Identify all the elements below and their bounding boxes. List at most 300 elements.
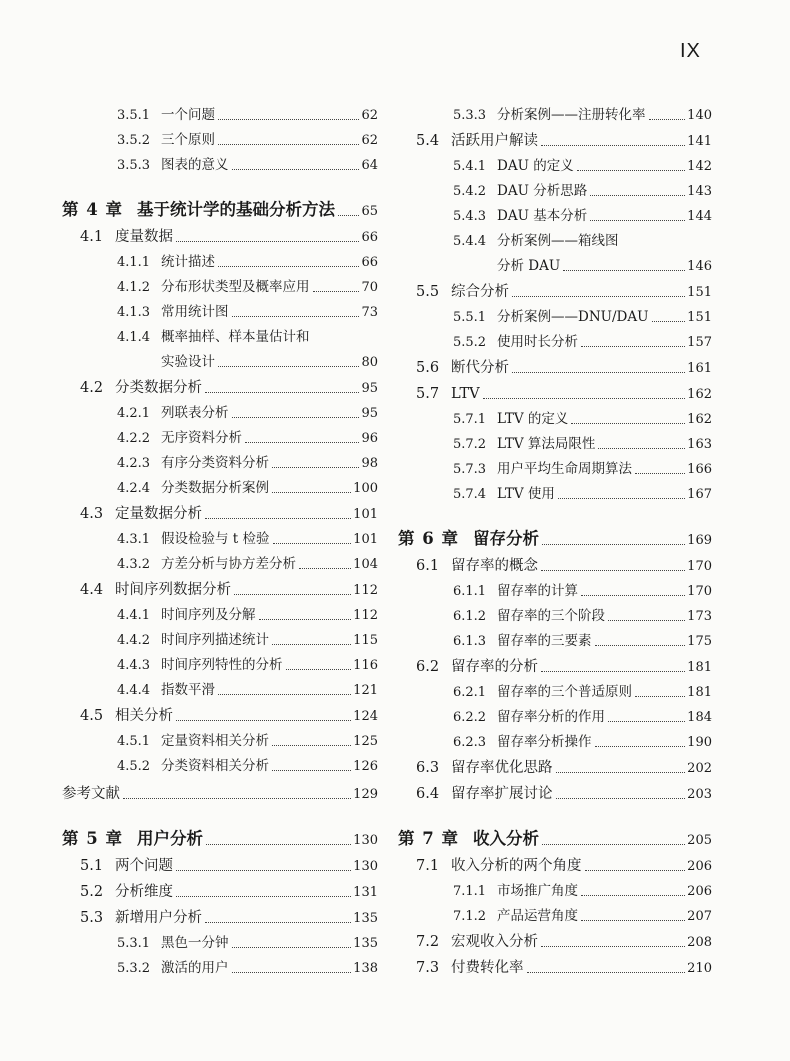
toc-entry-number: 6.1 — [416, 557, 440, 574]
toc-entry — [398, 248, 712, 273]
toc-entry-page: 101 — [353, 532, 378, 547]
toc-entry-page: 151 — [687, 285, 712, 300]
toc-entry-number: 6.3 — [416, 759, 440, 776]
toc-dot-leader — [313, 290, 360, 292]
toc-left-column — [62, 97, 378, 975]
toc-entry-title: 分析 DAU — [497, 257, 561, 274]
toc-entry-number: 4.4.1 — [117, 608, 151, 623]
toc-dot-leader — [649, 118, 686, 120]
toc-entry-page: 208 — [687, 935, 712, 950]
toc-entry-page: 167 — [687, 487, 712, 502]
toc-dot-leader — [585, 869, 686, 871]
toc-entry-number: 5.1 — [80, 857, 104, 874]
toc-entry-number: 4.1.4 — [117, 330, 151, 345]
toc-entry — [62, 723, 378, 748]
toc-entry-title: 使用时长分析 — [497, 333, 578, 350]
toc-entry-page: 173 — [687, 609, 712, 624]
toc-entry — [398, 573, 712, 598]
toc-entry-title: 时间序列特性的分析 — [161, 656, 283, 673]
toc-entry-title: 市场推广角度 — [497, 882, 578, 899]
toc-entry-page: 190 — [687, 735, 712, 750]
toc-entry-page: 125 — [353, 734, 378, 749]
toc-entry — [62, 495, 378, 521]
toc-entry-number: 5.7.4 — [453, 487, 487, 502]
toc-entry — [62, 647, 378, 672]
toc-entry-number: 4.4.2 — [117, 633, 151, 648]
toc-entry — [398, 847, 712, 873]
toc-dot-leader — [527, 971, 686, 973]
toc-entry-title: 三个原则 — [161, 131, 215, 148]
toc-entry-page: 142 — [687, 159, 712, 174]
toc-entry-number: 6.4 — [416, 785, 440, 802]
toc-entry — [398, 198, 712, 223]
toc-right-column — [398, 97, 712, 975]
toc-dot-leader — [512, 295, 685, 297]
toc-entry-title: 实验设计 — [161, 353, 215, 370]
toc-dot-leader — [541, 569, 685, 571]
toc-entry-title: LTV 使用 — [497, 485, 555, 502]
toc-entry-number: 4.1.3 — [117, 305, 151, 320]
toc-dot-leader — [176, 895, 351, 897]
toc-entry-title: 度量数据 — [115, 228, 173, 245]
toc-entry-number: 7.1.2 — [453, 909, 487, 924]
toc-entry-page: 206 — [687, 884, 712, 899]
toc-entry-title: DAU 的定义 — [497, 157, 574, 174]
toc-entry-title: 黑色一分钟 — [161, 934, 229, 951]
toc-entry-number: 4.4.4 — [117, 683, 151, 698]
toc-entry-number: 3.5.2 — [117, 133, 151, 148]
toc-dot-leader — [232, 946, 352, 948]
toc-entry — [62, 269, 378, 294]
toc-entry — [398, 148, 712, 173]
toc-entry-number: 5.7.1 — [453, 412, 487, 427]
toc-entry-page: 126 — [353, 759, 378, 774]
toc-entry-number: 6.2.3 — [453, 735, 487, 750]
toc-entry-number: 4.2 — [80, 379, 104, 396]
toc-entry-page: 66 — [361, 230, 378, 245]
toc-dot-leader — [273, 542, 352, 544]
toc-entry — [398, 898, 712, 923]
toc-entry-number: 4.1.2 — [117, 280, 151, 295]
toc-entry-number: 7.3 — [416, 959, 440, 976]
toc-entry — [62, 470, 378, 495]
toc-entry-page: 184 — [687, 710, 712, 725]
toc-entry-page: 112 — [353, 583, 378, 598]
toc-entry — [398, 299, 712, 324]
toc-entry-title: 综合分析 — [451, 283, 509, 300]
toc-entry-title: 分析案例——DNU/DAU — [497, 308, 649, 325]
toc-entry — [398, 923, 712, 949]
toc-entry-title: 留存率分析的作用 — [497, 708, 605, 725]
toc-entry — [398, 949, 712, 975]
toc-entry-title: 留存率的三要素 — [497, 632, 592, 649]
toc-entry-number: 4.3 — [80, 505, 104, 522]
toc-entry-page: 203 — [687, 787, 712, 802]
toc-entry-number: 7.1.1 — [453, 884, 487, 899]
toc-entry — [62, 873, 378, 899]
toc-chapter-entry — [398, 501, 712, 547]
toc-dot-leader — [234, 593, 351, 595]
toc-entry-number: 4.5 — [80, 707, 104, 724]
toc-entry-number: 4.2.4 — [117, 481, 151, 496]
toc-dot-leader — [232, 168, 360, 170]
toc-entry — [62, 847, 378, 873]
toc-entry-page: 146 — [687, 259, 712, 274]
toc-dot-leader — [590, 194, 685, 196]
toc-entry — [62, 925, 378, 950]
toc-entry — [398, 426, 712, 451]
toc-entry-number: 5.7.3 — [453, 462, 487, 477]
toc-entry-page: 170 — [687, 584, 712, 599]
toc-entry — [398, 547, 712, 573]
toc-dot-leader — [338, 214, 359, 216]
toc-entry-page: 205 — [687, 833, 712, 848]
toc-entry-title: 时间序列及分解 — [161, 606, 256, 623]
toc-entry — [62, 244, 378, 269]
toc-entry-title: 活跃用户解读 — [451, 132, 538, 149]
toc-entry-title: 方差分析与协方差分析 — [161, 555, 296, 572]
toc-entry — [62, 147, 378, 172]
toc-entry-page: 131 — [353, 885, 378, 900]
toc-entry-number: 4.4 — [80, 581, 104, 598]
toc-dot-leader — [608, 619, 685, 621]
toc-entry-title: 分析案例——注册转化率 — [497, 106, 646, 123]
toc-entry-number: 3.5.1 — [117, 108, 151, 123]
toc-entry-page: 181 — [687, 660, 712, 675]
toc-entry — [62, 571, 378, 597]
toc-entry-page: 170 — [687, 559, 712, 574]
toc-entry-title: 新增用户分析 — [115, 909, 202, 926]
toc-entry — [398, 223, 712, 248]
toc-dot-leader — [595, 644, 686, 646]
toc-entry — [62, 294, 378, 319]
toc-entry-number: 5.4.4 — [453, 234, 487, 249]
toc-entry-page: 62 — [361, 133, 378, 148]
toc-entry-number: 5.3.2 — [117, 961, 151, 976]
toc-entry — [62, 445, 378, 470]
toc-entry — [62, 899, 378, 925]
toc-dot-leader — [541, 945, 685, 947]
toc-entry-page: 151 — [687, 310, 712, 325]
toc-entry-page: 181 — [687, 685, 712, 700]
toc-entry-title: 留存率的分析 — [451, 658, 538, 675]
toc-entry-page: 104 — [353, 557, 378, 572]
toc-entry-number: 5.3.3 — [453, 108, 487, 123]
toc-entry-number: 5.5 — [416, 283, 440, 300]
toc-entry-page: 112 — [353, 608, 378, 623]
toc-dot-leader — [176, 240, 359, 242]
toc-dot-leader — [232, 971, 352, 973]
toc-entry — [62, 97, 378, 122]
toc-entry-title: 相关分析 — [115, 707, 173, 724]
toc-dot-leader — [205, 391, 359, 393]
toc-dot-leader — [218, 365, 359, 367]
toc-entry-title: 分析维度 — [115, 883, 173, 900]
toc-dot-leader — [272, 643, 351, 645]
toc-entry — [62, 546, 378, 571]
toc-dot-leader — [176, 869, 351, 871]
toc-entry-page: 124 — [353, 709, 378, 724]
toc-dot-leader — [218, 143, 359, 145]
toc-entry-number: 4.5.1 — [117, 734, 151, 749]
toc-dot-leader — [205, 517, 351, 519]
toc-entry — [398, 97, 712, 122]
toc-entry-number: 5.2 — [80, 883, 104, 900]
toc-entry — [62, 344, 378, 369]
toc-entry-title: LTV 算法局限性 — [497, 435, 596, 452]
toc-dot-leader — [299, 567, 351, 569]
toc-entry-page: 169 — [687, 533, 712, 548]
toc-entry-number: 6.2.1 — [453, 685, 487, 700]
toc-dot-leader — [218, 693, 351, 695]
toc-entry — [398, 324, 712, 349]
toc-entry-page: 100 — [353, 481, 378, 496]
toc-chapter-entry — [62, 801, 378, 847]
toc-entry-page: 202 — [687, 761, 712, 776]
toc-entry-title: DAU 分析思路 — [497, 182, 588, 199]
toc-entry — [398, 623, 712, 648]
toc-entry — [398, 775, 712, 801]
toc-chapter-entry — [398, 801, 712, 847]
toc-entry-title: 留存率的计算 — [497, 582, 578, 599]
toc-entry-title: 产品运营角度 — [497, 907, 578, 924]
toc-entry — [62, 521, 378, 546]
toc-dot-leader — [635, 472, 685, 474]
toc-entry — [62, 122, 378, 147]
toc-entry-number: 5.4.2 — [453, 184, 487, 199]
toc-entry — [398, 273, 712, 299]
toc-entry-page: 130 — [353, 833, 378, 848]
toc-dot-leader — [598, 447, 685, 449]
toc-entry — [398, 476, 712, 501]
toc-entry-page: 141 — [687, 134, 712, 149]
toc-entry-title: 分布形状类型及概率应用 — [161, 278, 310, 295]
toc-entry-title: 图表的意义 — [161, 156, 229, 173]
toc-dot-leader — [176, 719, 351, 721]
toc-dot-leader — [581, 894, 685, 896]
toc-entry — [62, 672, 378, 697]
toc-entry-title: 留存率的概念 — [451, 557, 538, 574]
toc-entry — [62, 697, 378, 723]
toc-entry-number: 第 4 章 — [62, 199, 123, 219]
toc-dot-leader — [272, 466, 359, 468]
toc-entry — [62, 622, 378, 647]
toc-entry-number: 7.2 — [416, 933, 440, 950]
toc-dot-leader — [608, 720, 685, 722]
toc-entry-page: 65 — [361, 204, 378, 219]
toc-dot-leader — [272, 491, 351, 493]
toc-entry-number: 6.2.2 — [453, 710, 487, 725]
toc-entry-title: 留存率优化思路 — [451, 759, 553, 776]
toc-entry — [398, 173, 712, 198]
toc-entry-page: 163 — [687, 437, 712, 452]
toc-dot-leader — [577, 169, 685, 171]
toc-entry-page: 175 — [687, 634, 712, 649]
toc-entry-number: 7.1 — [416, 857, 440, 874]
toc-entry-number: 第 5 章 — [62, 828, 123, 848]
toc-entry-page: 96 — [361, 431, 378, 446]
toc-dot-leader — [286, 668, 352, 670]
toc-dot-leader — [541, 144, 685, 146]
toc-dot-leader — [581, 345, 685, 347]
toc-entry-number: 4.2.3 — [117, 456, 151, 471]
toc-entry-number: 第 6 章 — [398, 528, 459, 548]
toc-entry-number: 5.3 — [80, 909, 104, 926]
toc-dot-leader — [542, 543, 685, 545]
toc-dot-leader — [123, 797, 351, 799]
toc-entry-page: 210 — [687, 961, 712, 976]
toc-entry — [62, 218, 378, 244]
toc-entry-page: 66 — [361, 255, 378, 270]
toc-entry — [398, 598, 712, 623]
toc-dot-leader — [652, 320, 686, 322]
toc-entry-number: 4.2.2 — [117, 431, 151, 446]
toc-entry-number: 5.5.2 — [453, 335, 487, 350]
toc-entry-number: 第 7 章 — [398, 828, 459, 848]
toc-entry-number: 5.4.3 — [453, 209, 487, 224]
toc-dot-leader — [272, 744, 351, 746]
toc-entry-number: 5.3.1 — [117, 936, 151, 951]
toc-entry-title: 一个问题 — [161, 106, 215, 123]
toc-entry — [398, 451, 712, 476]
toc-entry — [398, 873, 712, 898]
toc-entry-number: 6.2 — [416, 658, 440, 675]
toc-entry-number: 6.1.3 — [453, 634, 487, 649]
toc-entry-number: 6.1.1 — [453, 584, 487, 599]
toc-entry — [62, 319, 378, 344]
toc-entry — [398, 699, 712, 724]
toc-entry-page: 80 — [361, 355, 378, 370]
toc-entry-title: LTV — [451, 385, 480, 402]
toc-dot-leader — [556, 797, 686, 799]
toc-entry-title: 指数平滑 — [161, 681, 215, 698]
toc-entry — [62, 950, 378, 975]
toc-entry-page: 130 — [353, 859, 378, 874]
toc-entry-number: 6.1.2 — [453, 609, 487, 624]
toc-entry-title: 分类数据分析案例 — [161, 479, 269, 496]
toc-dot-leader — [563, 269, 685, 271]
toc-entry-page: 135 — [353, 936, 378, 951]
toc-entry-title: 分类资料相关分析 — [161, 757, 269, 774]
toc-entry-title: 参考文献 — [62, 785, 120, 802]
toc-entry-title: LTV 的定义 — [497, 410, 569, 427]
toc-dot-leader — [590, 219, 685, 221]
toc-entry-page: 144 — [687, 209, 712, 224]
toc-entry — [398, 349, 712, 375]
toc-entry — [62, 748, 378, 773]
toc-entry-title: 定量资料相关分析 — [161, 732, 269, 749]
toc-entry — [62, 420, 378, 445]
toc-entry — [398, 749, 712, 775]
toc-entry — [398, 122, 712, 148]
toc-entry-page: 138 — [353, 961, 378, 976]
toc-entry-page: 98 — [361, 456, 378, 471]
toc-entry-number: 4.1 — [80, 228, 104, 245]
toc-entry-page: 95 — [361, 406, 378, 421]
toc-entry — [62, 395, 378, 420]
toc-entry-number: 5.7.2 — [453, 437, 487, 452]
toc-entry-page: 162 — [687, 387, 712, 402]
toc-entry-number: 4.3.2 — [117, 557, 151, 572]
toc-entry-page: 73 — [361, 305, 378, 320]
toc-entry-title: 用户分析 — [137, 828, 203, 848]
toc-entry-page: 115 — [353, 633, 378, 648]
toc-entry — [62, 369, 378, 395]
toc-entry-title: 基于统计学的基础分析方法 — [137, 199, 335, 219]
toc-entry-number: 5.4 — [416, 132, 440, 149]
toc-entry-title: 无序资料分析 — [161, 429, 242, 446]
toc-entry-title: 分析案例——箱线图 — [497, 232, 619, 249]
toc-entry-title: 时间序列数据分析 — [115, 581, 231, 598]
toc-entry-number: 4.5.2 — [117, 759, 151, 774]
toc-entry-page: 206 — [687, 859, 712, 874]
toc-entry-page: 157 — [687, 335, 712, 350]
toc-entry-title: 时间序列描述统计 — [161, 631, 269, 648]
toc-references-entry — [62, 773, 378, 801]
toc-entry-number: 4.3.1 — [117, 532, 151, 547]
toc-entry-title: 宏观收入分析 — [451, 933, 538, 950]
toc-entry-number: 5.6 — [416, 359, 440, 376]
toc-dot-leader — [558, 497, 685, 499]
toc-entry-title: 付费转化率 — [451, 959, 524, 976]
toc-entry-title: 有序分类资料分析 — [161, 454, 269, 471]
toc-entry — [62, 597, 378, 622]
toc-entry-number: 4.2.1 — [117, 406, 151, 421]
toc-entry-title: 激活的用户 — [161, 959, 229, 976]
toc-entry-number: 3.5.3 — [117, 158, 151, 173]
toc-entry-title: DAU 基本分析 — [497, 207, 588, 224]
toc-entry-page: 116 — [353, 658, 378, 673]
toc-entry-title: 两个问题 — [115, 857, 173, 874]
toc-entry-number: 5.7 — [416, 385, 440, 402]
toc-entry-title: 留存率的三个阶段 — [497, 607, 605, 624]
toc-entry-page: 101 — [353, 507, 378, 522]
toc-entry-title: 列联表分析 — [161, 404, 229, 421]
toc-dot-leader — [245, 441, 359, 443]
toc-entry-page: 207 — [687, 909, 712, 924]
toc-entry-page: 135 — [353, 911, 378, 926]
toc-entry-number: 4.1.1 — [117, 255, 151, 270]
toc-dot-leader — [571, 422, 685, 424]
toc-dot-leader — [541, 670, 685, 672]
toc-entry-title: 留存分析 — [473, 528, 539, 548]
toc-dot-leader — [206, 843, 351, 845]
toc-dot-leader — [595, 745, 686, 747]
toc-entry-title: 收入分析 — [473, 828, 539, 848]
toc-entry-page: 64 — [361, 158, 378, 173]
toc-dot-leader — [556, 771, 686, 773]
toc-entry-title: 常用统计图 — [161, 303, 229, 320]
toc-entry-page: 162 — [687, 412, 712, 427]
toc-entry-number: 4.4.3 — [117, 658, 151, 673]
toc-dot-leader — [259, 618, 352, 620]
toc-dot-leader — [581, 919, 685, 921]
toc-dot-leader — [218, 265, 359, 267]
toc-entry-title: 收入分析的两个角度 — [451, 857, 582, 874]
toc-entry-title: 概率抽样、样本量估计和 — [161, 328, 310, 345]
toc-entry-title: 断代分析 — [451, 359, 509, 376]
toc-dot-leader — [205, 921, 351, 923]
toc-chapter-entry — [62, 172, 378, 218]
toc-entry-page: 121 — [353, 683, 378, 698]
toc-dot-leader — [581, 594, 685, 596]
toc-dot-leader — [483, 397, 686, 399]
toc-dot-leader — [512, 371, 685, 373]
toc-entry-title: 分类数据分析 — [115, 379, 202, 396]
toc-entry — [398, 375, 712, 401]
toc-dot-leader — [232, 315, 360, 317]
toc-entry-title: 留存率分析操作 — [497, 733, 592, 750]
